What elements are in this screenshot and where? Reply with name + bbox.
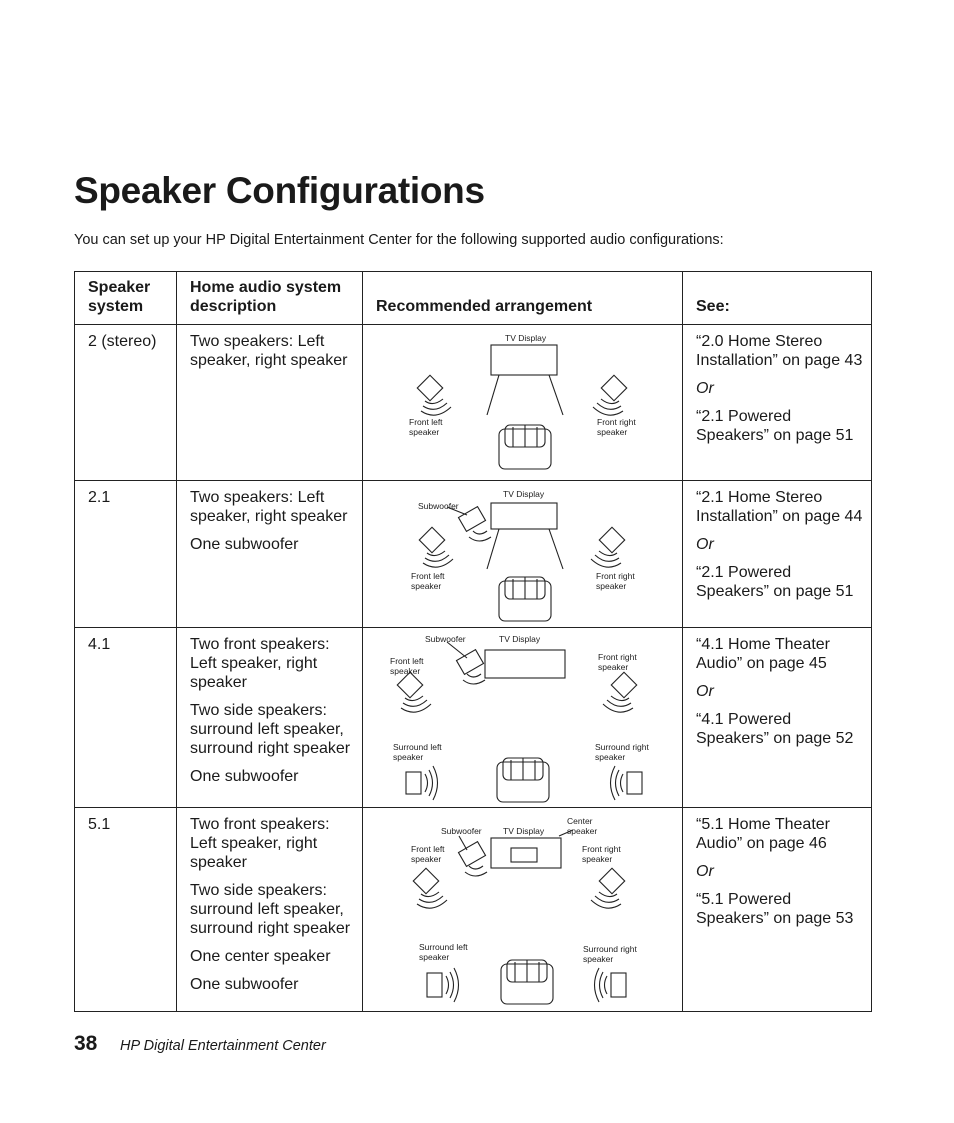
tv-display-label: TV Display bbox=[503, 489, 545, 499]
page-title: Speaker Configurations bbox=[74, 170, 485, 211]
table-row bbox=[75, 628, 872, 808]
listener-sofa-icon bbox=[501, 960, 553, 1004]
surround-right-label: Surround right speaker bbox=[595, 742, 649, 762]
arrangement-diagram bbox=[363, 808, 683, 1012]
center-speaker-icon bbox=[511, 848, 537, 862]
speaker-front-left-icon bbox=[413, 868, 447, 908]
subwoofer-label: Subwoofer bbox=[425, 634, 466, 644]
speaker-config-table bbox=[74, 271, 872, 1012]
subwoofer-icon bbox=[458, 836, 487, 876]
see-reference-link[interactable]: “5.1 Home Theater Audio” on page 46 bbox=[696, 816, 830, 852]
header-arrangement: Recommended arrangement bbox=[363, 272, 683, 325]
see-cell: “4.1 Home Theater Audio” on page 45 Or “4.1 Powered Speakers” on page 52 bbox=[683, 628, 872, 808]
diagram-5-1 bbox=[363, 808, 682, 1011]
front-right-label: Front right speaker bbox=[598, 652, 637, 672]
intro-text: You can set up your HP Digital Entertainment Center for the following supported audio configurations: bbox=[74, 232, 724, 248]
listener-sofa-icon bbox=[497, 758, 549, 802]
header-description: Home audio system description bbox=[177, 272, 363, 325]
description-cell: Two speakers: Left speaker, right speaker One subwoofer bbox=[177, 481, 363, 628]
see-reference-link[interactable]: “4.1 Powered Speakers” on page 52 bbox=[696, 711, 854, 747]
system-cell: 4.1 bbox=[75, 628, 177, 808]
subwoofer-label: Subwoofer bbox=[441, 826, 482, 836]
description-cell: Two speakers: Left speaker, right speaker bbox=[177, 325, 363, 481]
tv-display-label: TV Display bbox=[505, 333, 547, 343]
see-reference-link[interactable]: “2.1 Home Stereo Installation” on page 44 bbox=[696, 489, 863, 525]
surround-left-label: Surround left speaker bbox=[393, 742, 442, 762]
listener-sofa-icon bbox=[499, 577, 551, 621]
see-reference-link[interactable]: “4.1 Home Theater Audio” on page 45 bbox=[696, 636, 830, 672]
footer-title: HP Digital Entertainment Center bbox=[120, 1038, 326, 1054]
front-left-label: Front left speaker bbox=[411, 844, 445, 864]
see-cell: “2.0 Home Stereo Installation” on page 43 Or “2.1 Powered Speakers” on page 51 bbox=[683, 325, 872, 481]
arrangement-diagram bbox=[363, 481, 683, 628]
speaker-front-left-icon bbox=[397, 672, 431, 712]
subwoofer-icon bbox=[447, 642, 485, 684]
description-cell: Two front speakers: Left speaker, right speaker Two side speakers: surround left speaker, surround right speaker One subwoofer bbox=[177, 628, 363, 808]
table-row bbox=[75, 808, 872, 1012]
speaker-surround-right-icon bbox=[595, 968, 627, 1002]
speaker-surround-right-icon bbox=[611, 766, 643, 800]
description-cell: Two front speakers: Left speaker, right speaker Two side speakers: surround left speaker, surround right speaker One center speaker One subwoofer bbox=[177, 808, 363, 1012]
front-left-label: Front left speaker bbox=[409, 417, 443, 437]
see-reference-link[interactable]: “2.1 Powered Speakers” on page 51 bbox=[696, 564, 854, 600]
speaker-front-left-icon bbox=[419, 527, 453, 567]
header-see: See: bbox=[683, 272, 872, 325]
system-cell: 2 (stereo) bbox=[75, 325, 177, 481]
see-reference-link[interactable]: “5.1 Powered Speakers” on page 53 bbox=[696, 891, 854, 927]
diagram-4-1 bbox=[363, 628, 682, 807]
speaker-front-right-icon bbox=[591, 868, 625, 908]
speaker-front-left-icon bbox=[417, 375, 451, 415]
see-reference-link[interactable]: “2.1 Powered Speakers” on page 51 bbox=[696, 408, 854, 444]
center-speaker-label: Center speaker bbox=[567, 816, 598, 836]
speaker-front-right-icon bbox=[593, 375, 627, 415]
tv-display-label: TV Display bbox=[499, 634, 541, 644]
speaker-surround-left-icon bbox=[406, 766, 438, 800]
tv-display-icon bbox=[491, 345, 557, 375]
see-cell: “2.1 Home Stereo Installation” on page 44 Or “2.1 Powered Speakers” on page 51 bbox=[683, 481, 872, 628]
page-number: 38 bbox=[74, 1032, 98, 1055]
speaker-surround-left-icon bbox=[427, 968, 459, 1002]
subwoofer-icon bbox=[447, 507, 491, 541]
front-left-label: Front left speaker bbox=[390, 656, 424, 676]
table-row bbox=[75, 481, 872, 628]
front-right-label: Front right speaker bbox=[596, 571, 635, 591]
listener-sofa-icon bbox=[499, 425, 551, 469]
speaker-front-right-icon bbox=[591, 527, 625, 567]
diagram-2-stereo bbox=[363, 325, 682, 480]
subwoofer-label: Subwoofer bbox=[418, 501, 459, 511]
see-reference-link[interactable]: “2.0 Home Stereo Installation” on page 43 bbox=[696, 333, 863, 369]
surround-right-label: Surround right speaker bbox=[583, 944, 637, 964]
tv-display-label: TV Display bbox=[503, 826, 545, 836]
speaker-front-right-icon bbox=[603, 672, 637, 712]
front-right-label: Front right speaker bbox=[582, 844, 621, 864]
diagram-2-1 bbox=[363, 481, 682, 627]
header-speaker-system: Speaker system bbox=[75, 272, 177, 325]
see-cell: “5.1 Home Theater Audio” on page 46 Or “5.1 Powered Speakers” on page 53 bbox=[683, 808, 872, 1012]
surround-left-label: Surround left speaker bbox=[419, 942, 468, 962]
arrangement-diagram bbox=[363, 628, 683, 808]
arrangement-diagram bbox=[363, 325, 683, 481]
table-row bbox=[75, 325, 872, 481]
front-right-label: Front right speaker bbox=[597, 417, 636, 437]
system-cell: 5.1 bbox=[75, 808, 177, 1012]
front-left-label: Front left speaker bbox=[411, 571, 445, 591]
system-cell: 2.1 bbox=[75, 481, 177, 628]
table-header-row bbox=[75, 272, 872, 325]
